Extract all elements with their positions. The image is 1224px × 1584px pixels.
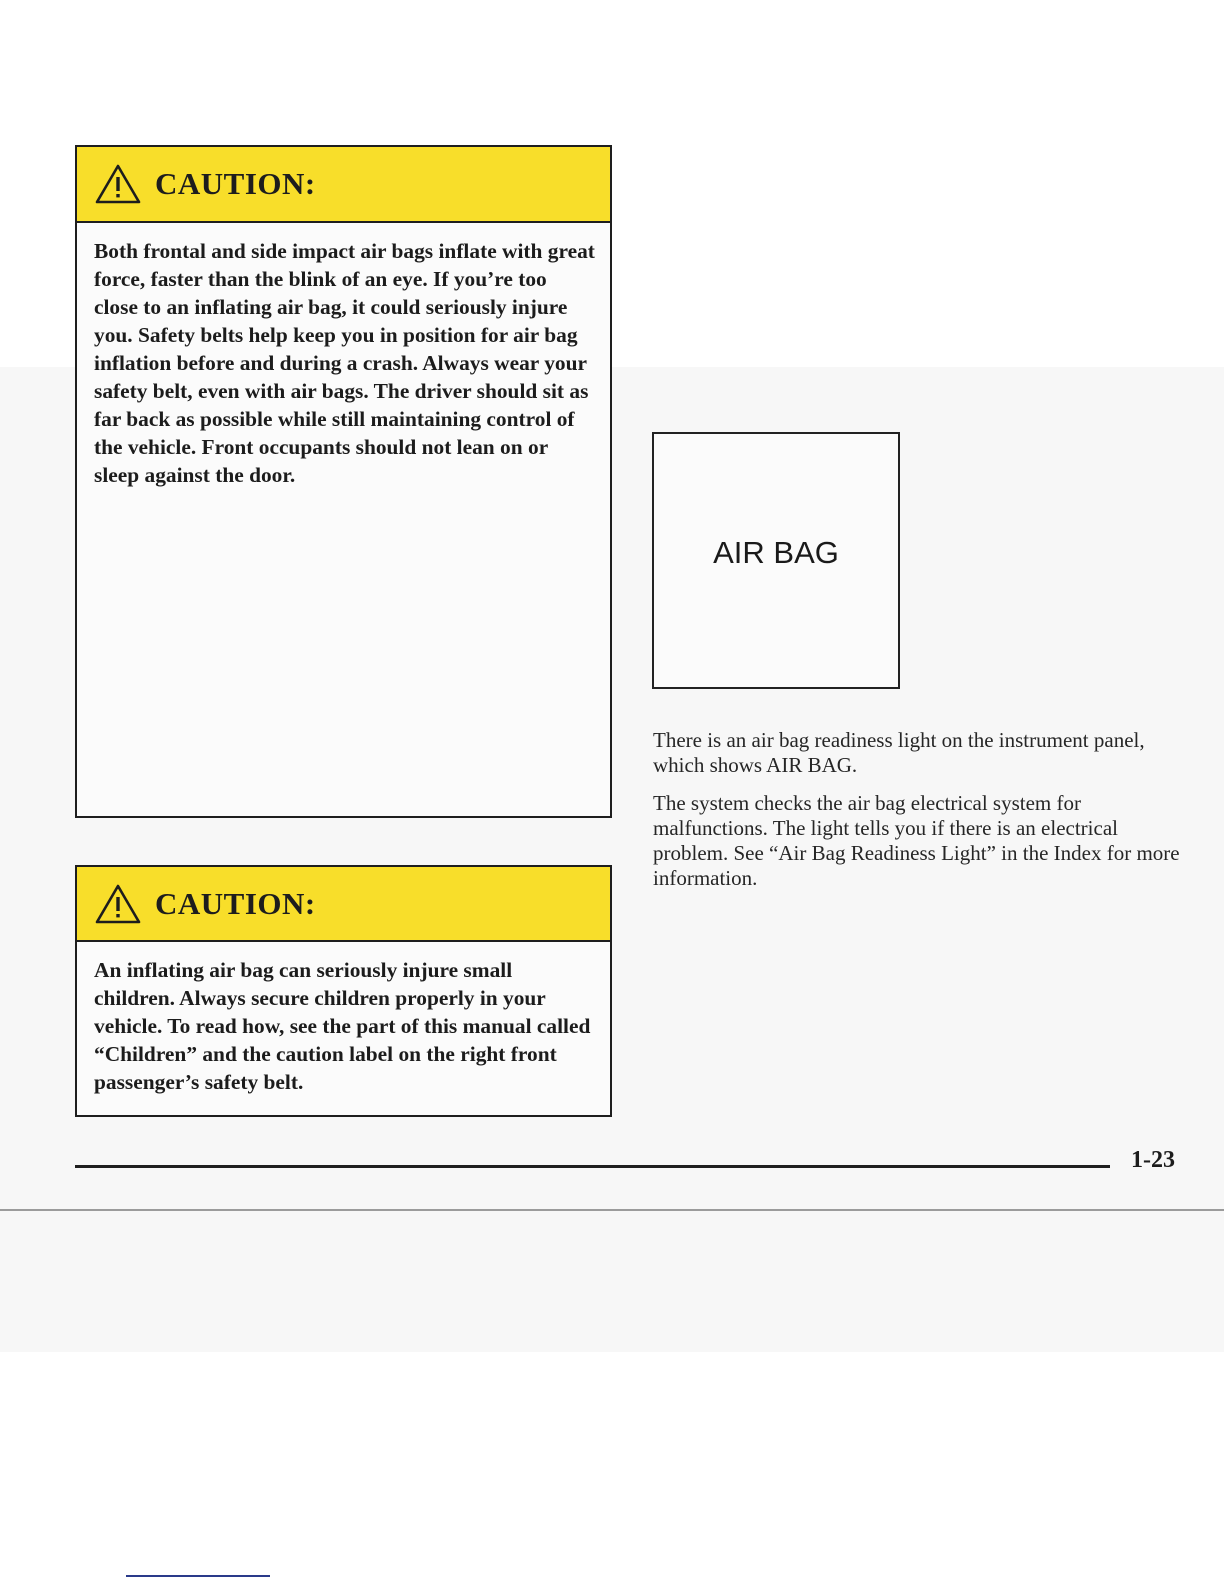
caution-title: CAUTION: [155, 166, 316, 201]
caution-title: CAUTION: [155, 885, 316, 921]
caution-text: An inflating air bag can seriously injure small children. Always secure children properly in your vehicle. To read how, see the part of this manual called “Children” and the caution label on the right front passenger’s safety belt. [94, 958, 591, 1094]
readiness-light-paragraph: There is an air bag readiness light on the instrument panel, which shows AIR BAG. [653, 728, 1145, 777]
airbag-indicator-label: AIR BAG [713, 534, 839, 570]
system-check-paragraph: The system checks the air bag electrical system for malfunctions. The light tells you if there is an electrical problem. See “Air Bag Readiness Light” in the Index for more information. [653, 791, 1180, 890]
caution-box-children [75, 865, 612, 1117]
caution-header [77, 867, 610, 942]
caution-box-airbag-force [75, 145, 612, 818]
warning-triangle-icon [95, 884, 141, 924]
caution-header [77, 147, 610, 223]
scan-edge-line [0, 1209, 1224, 1211]
caution-text: Both frontal and side impact air bags inflate with great force, faster than the blink of an eye. If you’re too close to an inflating air bag, it could seriously injure you. Safety belts help keep you in position for air bag inflation before and during a crash. Always wear your safety belt, even with air bags. The driver should sit as far back as possible while still maintaining control of the vehicle. Front occupants should not lean on or sleep against the door. [94, 239, 595, 487]
warning-triangle-icon [95, 164, 141, 204]
bottom-rule [126, 1575, 270, 1577]
airbag-indicator-illustration [652, 432, 900, 689]
page-number: 1-23 [1131, 1147, 1175, 1173]
footer-rule [75, 1165, 1110, 1168]
